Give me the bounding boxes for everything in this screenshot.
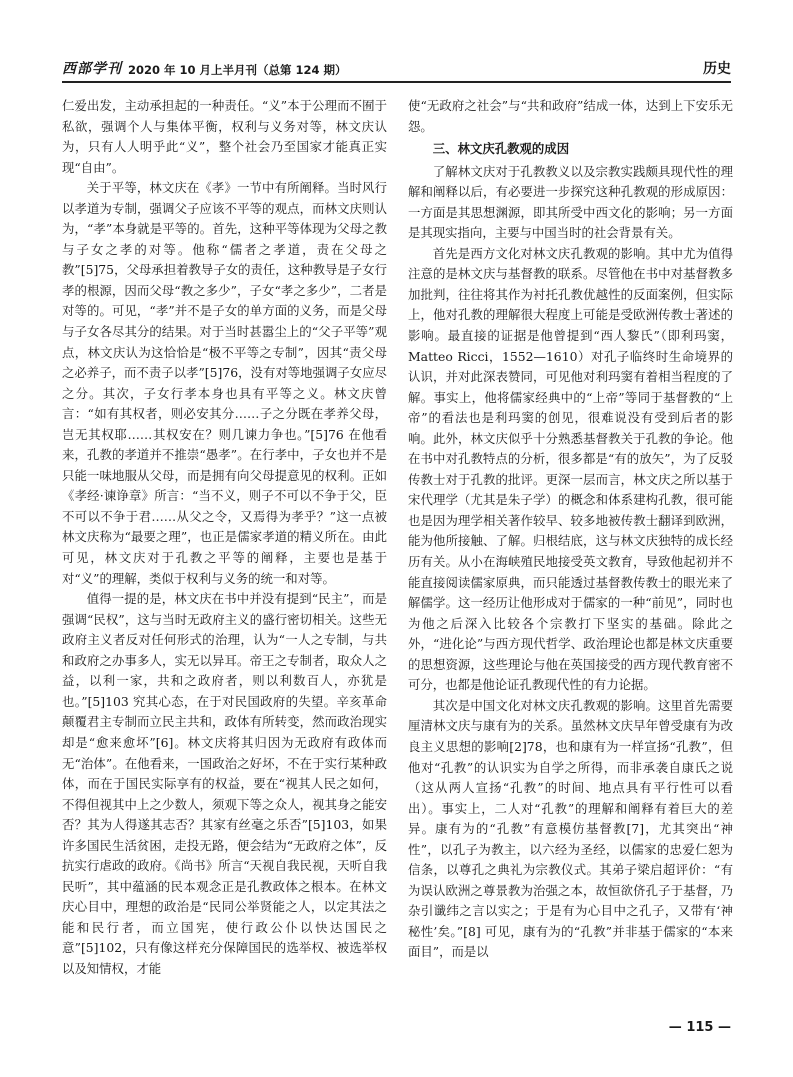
page-header — [62, 52, 731, 83]
paragraph: 其次是中国文化对林文庆孔教观的影响。这里首先需要厘清林文庆与康有为的关系。虽然林文庆早年曾受康有为改良主义思想的影响[2]78，也和康有为一样宣扬“孔教”，但他对“孔教”的认识实为自学之所得，而非承袭自康氏之说（这从两人宣扬“孔教”的时间、地点具有平行性可以看出）。事实上，二人对“孔教”的理解和阐释有着巨大的差异。康有为的“孔教”有意模仿基督教[7]，尤其突出“神性”，以孔子为教主，以六经为圣经，以儒家的忠爱仁恕为信条，以尊孔之典礼为宗教仪式。其弟子梁启超评价：“有为误认欧洲之尊景教为治强之本，故恒欲侪孔子于基督，乃杂引谶纬之言以实之；于是有为心目中之孔子，又带有‘神秘性’矣。”[8] 可见，康有为的“孔教”并非基于儒家的“本来面目”，而是以 — [408, 697, 733, 960]
paragraph: 首先是西方文化对林文庆孔教观的影响。其中尤为值得注意的是林文庆与基督教的联系。尽管他在书中对基督教多加批判，往往将其作为衬托孔教优越性的反面案例，但实际上，他对孔教的理解很大程度上可能是受欧洲传教士著述的影响。最直接的证据是他曾提到“西人黎氏”（即利玛窦，Matteo Ricci，1552—1610）对孔子临终时生命境界的认识，并对此深表赞同，可见他对利玛窦有着相当程度的了解。事实上，他将儒家经典中的“上帝”等同于基督教的“上帝”的看法也是利玛窦的创见，很难说没有受到后者的影响。此外，林文庆似乎十分熟悉基督教关于孔教的争论。他在书中对孔教特点的分析，很多都是“有的放矢”，为了反驳传教士对于孔教的批评。更深一层而言，林文庆之所以基于宋代理学（尤其是朱子学）的概念和体系建构孔教，很可能也是因为理学相关著作较早、较多地被传教士翻译到欧洲，能为他所接触、了解。归根结底，这与林文庆独特的成长经历有关。从小在海峡殖民地接受英文教育，导致他起初并不能直接阅读儒家原典，而只能透过基督教传教士的眼光来了解儒学。这一经历让他形成对于儒家的一种“前见”，同时也为他之后深入比较各个宗教打下坚实的基础。除此之外，“进化论”与西方现代哲学、政治理论也都是林文庆重要的思想资源，这些理论与他在英国接受的西方现代教育密不可分，也都是他论证孔教现代性的有力论据。 — [408, 245, 733, 693]
journal-title: 西部学刊 — [62, 61, 122, 77]
paragraph: 关于平等，林文庆在《孝》一节中有所阐释。当时风行以孝道为专制，强调父子应该不平等的观点，而林文庆则认为，“孝”本身就是平等的。首先，这种平等体现为父母之教与子女之孝的对等。他称“儒者之孝道，责在父母之教”[5]75，父母承担着教导子女的责任，这种教导是子女行孝的根源，因而父母“教之多少”，子女“孝之多少”，二者是对等的。可见，“孝”并不是子女的单方面的义务，而是父母与子女各尽其分的结果。对于当时甚嚣尘上的“父子平等”观点，林文庆认为这恰恰是“极不平等之专制”，因其“责父母之必养子，而不责子以孝”[5]76，没有对等地强调子女应尽之分。其次，子女行孝本身也具有平等之义。林文庆曾言：“如有其权者，则必安其分……子之分既在孝养父母，岂无其权耶……其权安在？则几谏力争也。”[5]76 在他看来，孔教的孝道并不推崇“愚孝”。在行孝中，子女也并不是只能一味地服从父母，而是拥有向父母提意见的权利。正如《孝经·谏诤章》所言：“当不义，则子不可以不争于父，臣不可以不争于君……从父之令，又焉得为孝乎？”这一点被林文庆称为“最要之理”，也正是儒家孝道的精义所在。由此可见，林文庆对于孔教之平等的阐释，主要也是基于对“义”的理解，类似于权利与义务的统一和对等。 — [62, 180, 387, 586]
issue-info: 2020 年 10 月上半月刊（总第 124 期） — [128, 63, 347, 77]
paragraph: 仁爱出发，主动承担起的一种责任。“义”本于公理而不囿于私欲，强调个人与集体平衡，权利与义务对等，林文庆认为，只有人人明乎此“义”，整个社会乃至国家才能真正实现“自由”。 — [62, 98, 387, 175]
section-label: 历史 — [703, 61, 731, 77]
section-heading: 三、林文庆孔教观的成因 — [432, 141, 570, 157]
header-left — [62, 58, 347, 78]
page-number: — 115 — — [668, 1020, 731, 1035]
paragraph: 了解林文庆对于孔教教义以及宗教实践颇具现代性的理解和阐释以后，有必要进一步探究这种孔教观的形成原因：一方面是其思想渊源，即其所受中西文化的影响；另一方面是其现实指向，主要与中国当时的社会背景有关。 — [408, 163, 733, 241]
right-column — [408, 96, 733, 1016]
article-body — [62, 96, 733, 1016]
paragraph: 使“无政府之社会”与“共和政府”结成一体，达到上下安乐无怨。 — [408, 98, 733, 134]
left-column — [62, 96, 387, 1016]
paragraph: 值得一提的是，林文庆在书中并没有提到“民主”，而是强调“民权”，这与当时无政府主义的盛行密切相关。这些无政府主义者反对任何形式的治理，认为“一人之专制，与共和政府之办事多人，实无以异耳。帝王之专制者，取众人之益，以利一家，共和之政府者，则以利数百人，亦犹是也。”[5]103 究其心态，在于对民国政府的失望。辛亥革命颠覆君主专制而立民主共和，政体有所转变，然而政治现实却是“愈来愈坏”[6]。林文庆将其归因为无政府有政体而无“治体”。在他看来，一国政治之好坏，不在于实行某种政体，而在于国民实际享有的权益，要在“视其人民之如何，不得但视其中上之少数人，须观下等之众人，视其身之能安否？其为人得遂其志否？其家有丝毫之乐否”[5]103，如果许多国民生活贫困，走投无路，便会结为“无政府之体”，反抗实行虐政的政府。《尚书》所言“天视自我民视，天听自我民听”，其中蕴涵的民本观念正是孔教政体之根本。在林文庆心目中，理想的政治是“民同公举贤能之人，以定其法之能和民行者，而立国宪，使行政公仆以快达国民之意”[5]102，只有像这样充分保障国民的选举权、被选举权以及知情权，才能 — [62, 591, 387, 976]
